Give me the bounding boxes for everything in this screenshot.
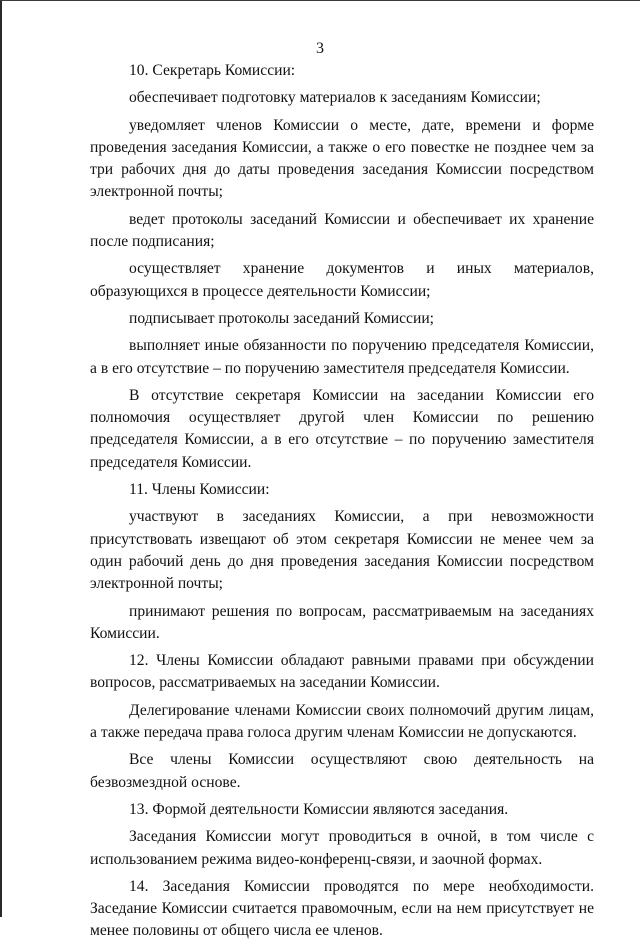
page-number: 3 — [316, 40, 324, 57]
paragraph: 13. Формой деятельности Комиссии являются заседания. — [129, 800, 509, 818]
document-body — [90, 60, 594, 943]
paragraph: 10. Секретарь Комиссии: — [129, 62, 296, 79]
paragraph: Все члены Комиссии осуществляют свою деятельность на безвозмездной основе. — [90, 751, 594, 791]
scan-edge-left — [0, 0, 2, 917]
paragraph: 11. Члены Комиссии: — [129, 481, 270, 499]
paragraph: 12. Члены Комиссии обладают равными правами при обсуждении вопросов, рассматриваемых на заседании Комиссии. — [90, 652, 594, 692]
paragraph: выполняет иные обязанности по поручению председателя Комиссии, а в его отсутствие – по поручению заместителя председателя Комиссии. — [90, 337, 594, 377]
paragraph: 14. Заседания Комиссии проводятся по мере необходимости. Заседание Комиссии считается правомочным, если на нем присутствует не менее половины от общего числа ее членов. — [90, 877, 594, 940]
paragraph: осуществляет хранение документов и иных материалов, образующихся в процессе деятельности Комиссии; — [90, 260, 594, 300]
paragraph: Заседания Комиссии могут проводиться в очной, в том числе с использованием режима видео-конференц-связи, и заочной формах. — [90, 828, 594, 868]
paragraph: обеспечивает подготовку материалов к заседаниям Комиссии; — [129, 89, 541, 107]
paragraph: Делегирование членами Комиссии своих полномочий другим лицам, а также передача права голоса другим членам Комиссии не допускаются. — [90, 701, 594, 742]
paragraph: принимают решения по вопросам, рассматриваемым на заседаниях Комиссии. — [90, 602, 594, 642]
scan-edge-top — [0, 0, 640, 1]
paragraph: ведет протоколы заседаний Комиссии и обеспечивает их хранение после подписания; — [90, 210, 594, 251]
paragraph: В отсутствие секретаря Комиссии на заседании Комиссии его полномочия осуществляет другой член Комиссии по решению председателя Комиссии, а в его отсутствие – по поручению заместителя председателя Комиссии. — [90, 386, 594, 471]
paragraph: уведомляет членов Комиссии о месте, дате, времени и форме проведения заседания Комиссии, а также о его повестке не позднее чем за три рабочих дня до даты проведения заседания Комиссии посредством электронной почты; — [90, 116, 594, 201]
paragraph: подписывает протоколы заседаний Комиссии; — [129, 309, 434, 327]
paragraph: участвуют в заседаниях Комиссии, а при невозможности присутствовать извещают об этом секретаря Комиссии не менее чем за один рабочий день до дня проведения заседания Комиссии посредством электронной почты; — [90, 508, 594, 593]
